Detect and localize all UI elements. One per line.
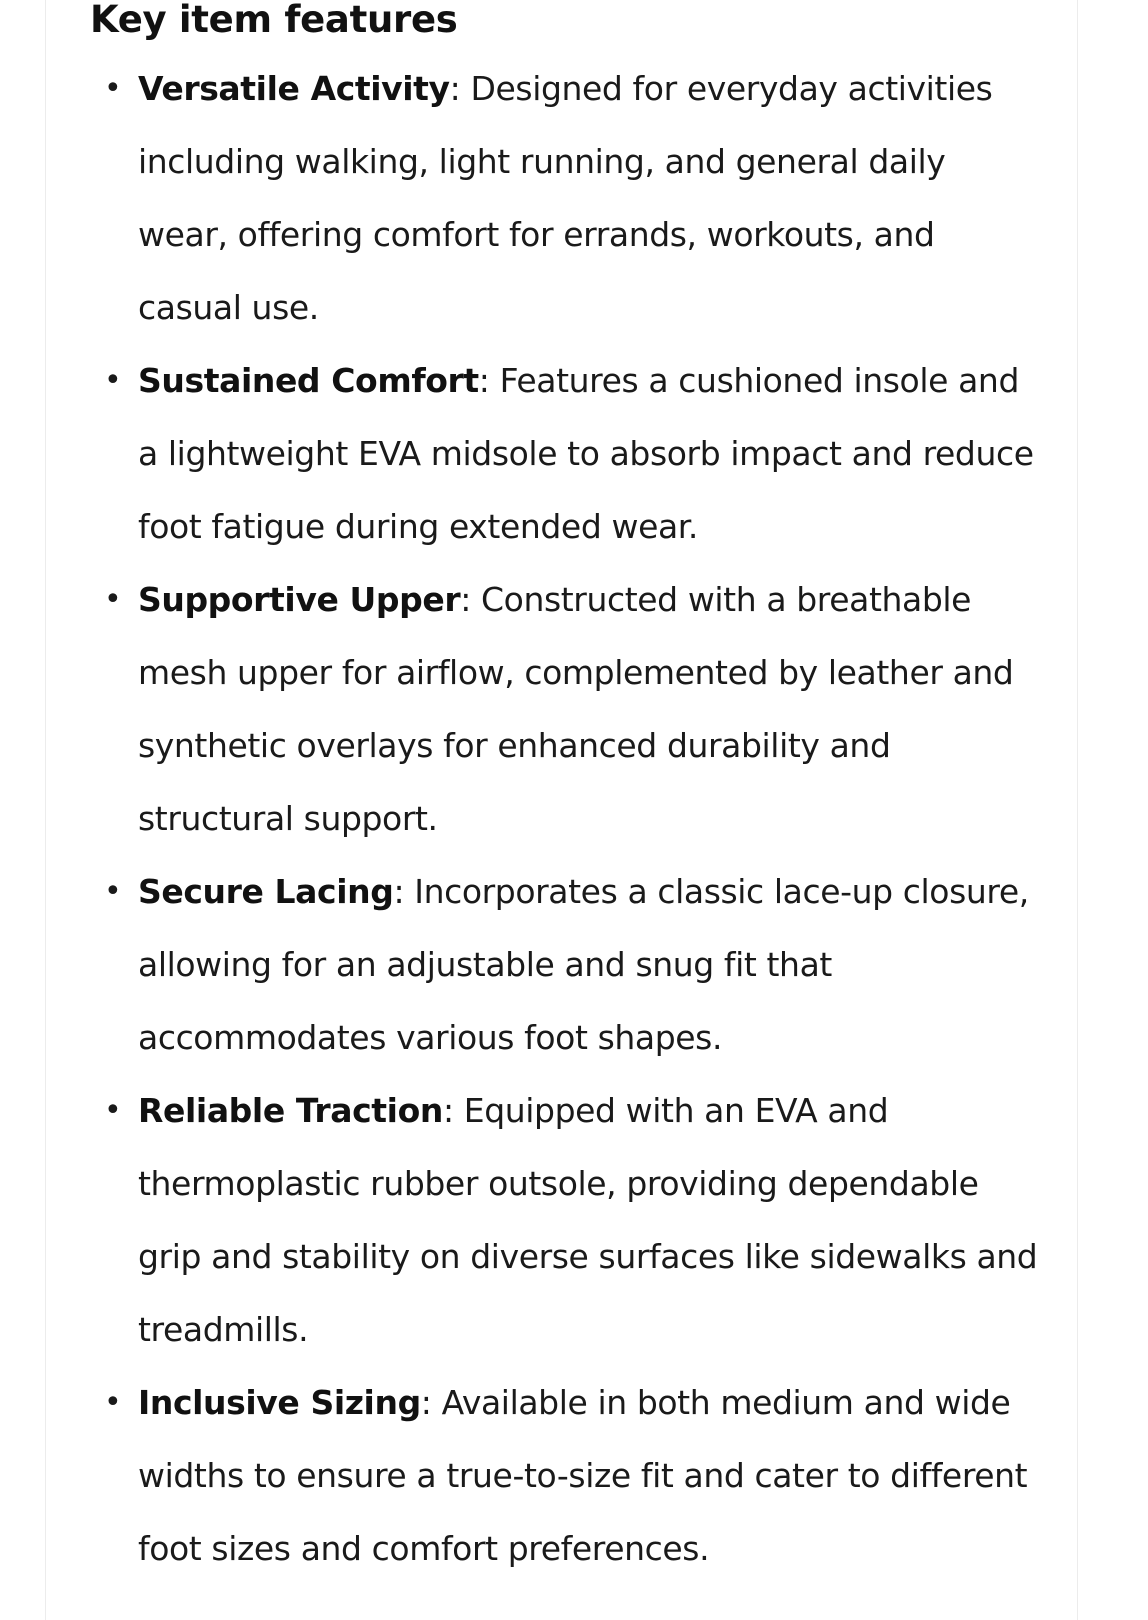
feature-description: Incorporates a classic lace-up closure, allowing for an adjustable and snug fit that accommodates various foot shapes. [138,872,1029,1057]
feature-item [104,1366,1039,1585]
feature-separator: : [420,1383,442,1422]
bullet-icon: • [104,363,122,398]
feature-name: Versatile Activity [138,69,450,108]
feature-description: Constructed with a breathable mesh upper for airflow, complemented by leather and synthetic overlays for enhanced durability and structural support. [138,580,1014,838]
feature-description: Designed for everyday activities including walking, light running, and general daily wear, offering comfort for errands, workouts, and casual use. [138,69,993,327]
feature-name: Reliable Traction [138,1091,443,1130]
feature-item [104,344,1039,563]
feature-list [104,52,1039,1585]
bullet-icon: • [104,874,122,909]
feature-separator: : [478,361,500,400]
feature-name: Supportive Upper [138,580,461,619]
feature-item [104,855,1039,1074]
section-title: Key item features [90,0,458,41]
feature-item [104,563,1039,855]
feature-name: Sustained Comfort [138,361,479,400]
feature-separator: : [460,580,482,619]
feature-name: Inclusive Sizing [138,1383,421,1422]
feature-name: Secure Lacing [138,872,394,911]
feature-separator: : [393,872,415,911]
feature-item [104,52,1039,344]
feature-item [104,1074,1039,1366]
feature-description: Features a cushioned insole and a lightweight EVA midsole to absorb impact and reduce foot fatigue during extended wear. [138,361,1034,546]
feature-separator: : [442,1091,464,1130]
bullet-icon: • [104,71,122,106]
feature-separator: : [449,69,471,108]
feature-description: Available in both medium and wide widths to ensure a true-to-size fit and cater to different foot sizes and comfort preferences. [138,1383,1028,1568]
bullet-icon: • [104,1385,122,1420]
feature-description: Equipped with an EVA and thermoplastic rubber outsole, providing dependable grip and stability on diverse surfaces like sidewalks and treadmills. [138,1091,1038,1349]
bullet-icon: • [104,582,122,617]
bullet-icon: • [104,1093,122,1128]
